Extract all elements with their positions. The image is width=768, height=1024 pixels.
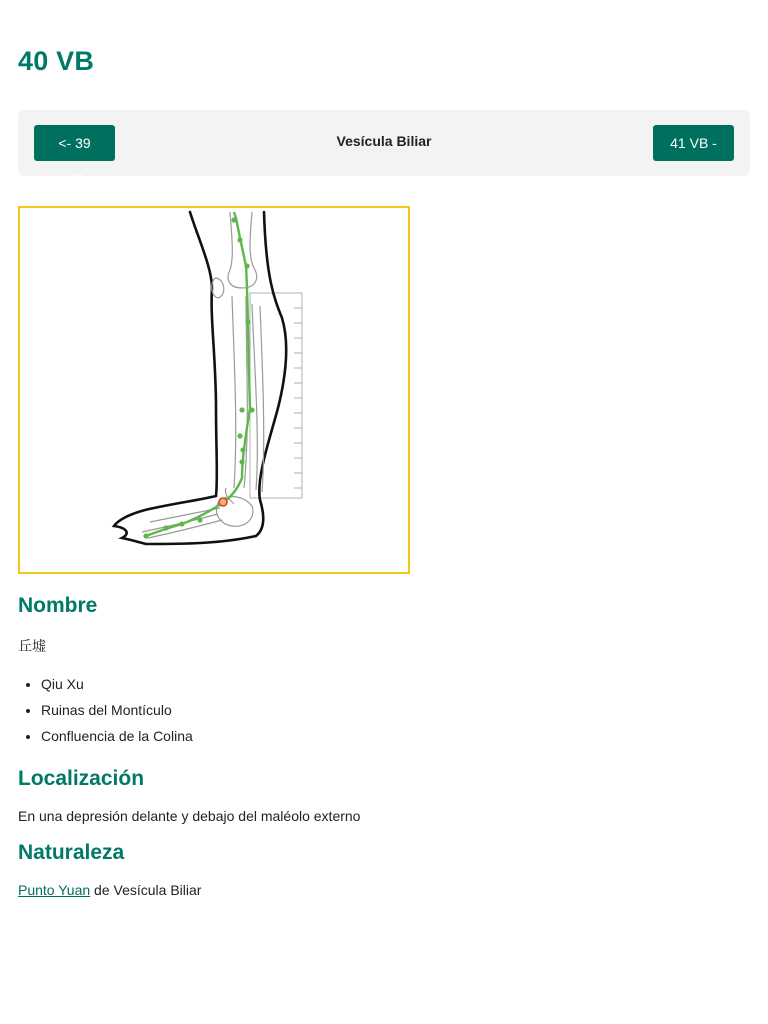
scale-ruler — [250, 293, 302, 498]
leg-illustration — [18, 206, 410, 574]
naturaleza-heading: Naturaleza — [18, 841, 125, 864]
point-names-list — [18, 671, 750, 749]
nombre-heading: Nombre — [18, 594, 98, 617]
naturaleza-suffix: de Vesícula Biliar — [90, 882, 202, 898]
naturaleza-text — [18, 882, 750, 898]
leg-outline — [114, 212, 286, 544]
localizacion-text: En una depresión delante y debajo del maléolo externo — [18, 808, 361, 824]
list-item: • Qiu Xu — [41, 671, 750, 697]
localizacion-heading: Localización — [18, 767, 145, 790]
meridian-label: Vesícula Biliar — [336, 133, 432, 149]
punto-yuan-link[interactable]: Punto Yuan — [18, 882, 91, 898]
list-item: • Ruinas del Montículo — [41, 697, 750, 723]
leg-meridian-illustration — [20, 208, 408, 572]
page-title: 40 VB — [18, 46, 95, 76]
list-item: • Confluencia de la Colina — [41, 723, 750, 749]
gallbladder-meridian-line — [143, 212, 254, 539]
prev-point-button[interactable]: <- 39 VB — [34, 125, 115, 161]
highlighted-point-icon — [219, 498, 227, 506]
next-point-button[interactable]: 41 VB -> — [653, 125, 734, 161]
point-navigation — [18, 110, 750, 187]
chinese-name: 丘墟 — [18, 638, 46, 654]
